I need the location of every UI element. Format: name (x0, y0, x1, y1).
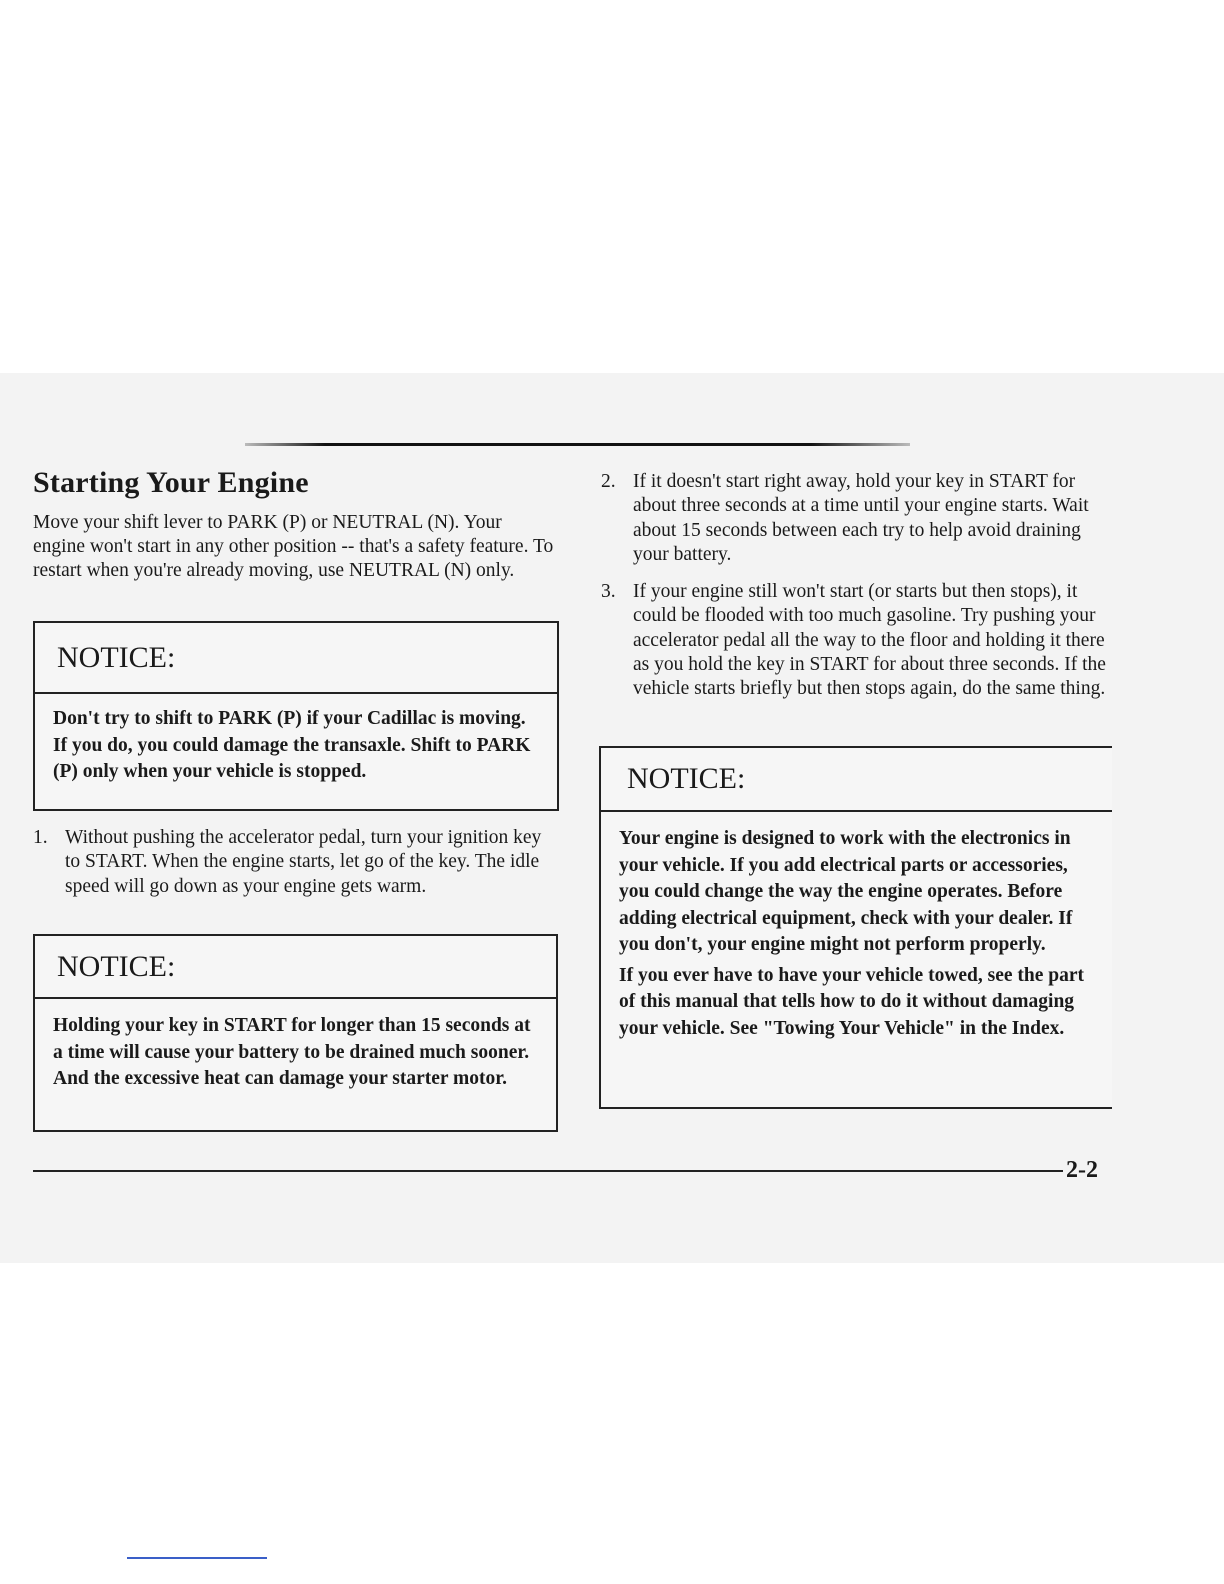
notice-body: Don't try to shift to PARK (P) if your Cadillac is moving. If you do, you could damage the transaxle. Shift to PARK (P) only when your vehicle is stopped. (53, 708, 531, 782)
notice-body: Your engine is designed to work with the electronics in your vehicle. If you add electrical parts or accessories, you could change the way the engine operates. Before adding electrical equipment, check with your dealer. If you don't, your engine might not perform properly. (619, 828, 1073, 955)
step-text: If your engine still won't start (or starts but then stops), it could be flooded with too much gasoline. Try pushing your accelerator pedal all the way to the floor and holding it there as you hold the key in START for about three seconds. If the vehicle starts briefly but then stops again, do the same thing. (633, 581, 1106, 700)
step-number: 3. (601, 581, 616, 602)
step-number: 2. (601, 471, 616, 492)
notice-heading: NOTICE: (35, 936, 556, 999)
step-text: Without pushing the accelerator pedal, turn your ignition key to START. When the engine starts, let go of the key. The idle speed will go down as your engine gets warm. (65, 827, 542, 897)
notice-heading: NOTICE: (601, 748, 1112, 812)
step-1 (33, 826, 553, 899)
footer-line (127, 1557, 267, 1559)
intro-paragraph: Move your shift lever to PARK (P) or NEUTRAL (N). Your engine won't start in any other position -- that's a safety feature. To restart when you're already moving, use NEUTRAL (N) only. (33, 512, 554, 581)
notice-body: Holding your key in START for longer than 15 seconds at a time will cause your battery to be drained much sooner. And the excessive heat can damage your starter motor. (53, 1015, 531, 1089)
notice-box-electronics (599, 746, 1112, 1109)
notice-box-starter (33, 934, 558, 1132)
notice-heading: NOTICE: (35, 623, 557, 694)
top-divider (245, 443, 910, 446)
section-title: Starting Your Engine (33, 466, 309, 499)
bottom-divider (33, 1170, 1063, 1172)
step-2 (601, 470, 1111, 567)
step-number: 1. (33, 827, 48, 848)
page-number: 2-2 (1066, 1157, 1098, 1183)
notice-box-shift (33, 621, 559, 811)
notice-body-towing: If you ever have to have your vehicle towed, see the part of this manual that tells how to do it without damaging your vehicle. See "Towing Your Vehicle" in the Index. (619, 964, 1085, 1039)
step-3 (601, 580, 1116, 701)
step-text: If it doesn't start right away, hold your key in START for about three seconds at a time until your engine starts. Wait about 15 seconds between each try to help avoid draining your battery. (633, 471, 1089, 565)
